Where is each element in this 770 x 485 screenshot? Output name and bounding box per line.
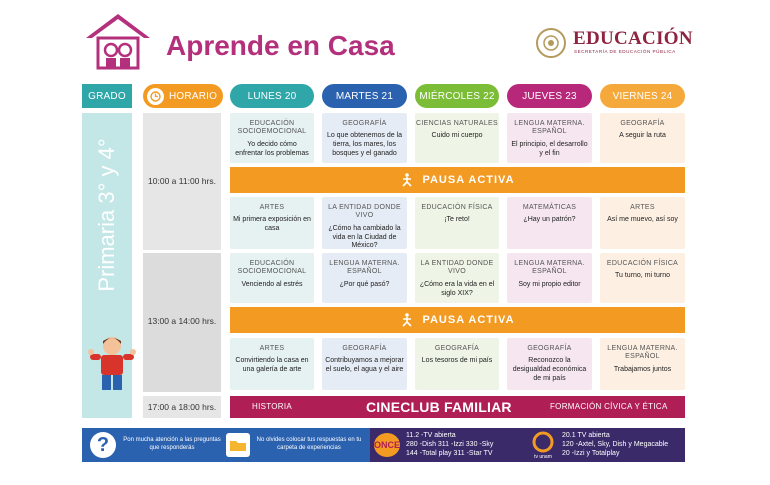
class-subject: LENGUA MATERNA. ESPAÑOL	[329, 260, 400, 276]
class-cell	[322, 338, 407, 390]
time-label-2: 13:00 a 14:00 hrs.	[147, 316, 217, 326]
class-topic: ¿Hay un patrón?	[523, 216, 576, 224]
pausa-label: PAUSA ACTIVA	[422, 174, 515, 186]
class-subject: GEOGRAFÍA	[527, 345, 572, 352]
class-topic: Yo decido cómo enfrentar los problemas	[235, 140, 309, 157]
house-logo-icon	[84, 12, 152, 70]
class-subject: EDUCACIÓN FÍSICA	[421, 204, 493, 211]
class-cell	[322, 253, 407, 303]
runner-icon	[400, 173, 414, 187]
class-cell	[415, 197, 499, 249]
class-topic: Los tesoros de mi país	[421, 357, 493, 365]
clock-icon	[147, 88, 164, 105]
class-topic: Así me muevo, así soy	[607, 216, 678, 224]
column-header-friday: VIERNES 24	[600, 84, 685, 108]
class-cell	[507, 253, 592, 303]
ministry-subtitle: SECRETARÍA DE EDUCACIÓN PÚBLICA	[574, 49, 676, 54]
unam-line: 20 -Izzi y Totalplay	[562, 450, 620, 458]
unam-channels	[562, 431, 668, 458]
class-subject: EDUCACIÓN SOCIOEMOCIONAL	[237, 120, 307, 136]
cineclub-label: CINECLUB FAMILIAR	[366, 399, 512, 415]
class-cell	[415, 113, 499, 163]
class-topic: Reconozco la desigualdad económica de mi país	[512, 357, 587, 382]
class-cell	[230, 338, 314, 390]
class-subject: CIENCIAS NATURALES	[416, 120, 498, 127]
class-topic: Mi primera exposición en casa	[233, 216, 311, 233]
pausa-label: PAUSA ACTIVA	[422, 314, 515, 326]
unam-line: 20.1 TV abierta	[562, 432, 610, 439]
ministry-name: EDUCACIÓN	[573, 28, 693, 49]
class-cell	[600, 253, 685, 303]
channels-panel	[370, 428, 685, 462]
class-topic: Tu turno, mi turno	[615, 272, 670, 280]
class-subject: GEOGRAFÍA	[342, 120, 387, 127]
tvunam-logo-text: tv unam	[534, 454, 552, 459]
tip-questions: Pon mucha atención a las preguntas que responderás	[123, 437, 221, 451]
formacion-label: FORMACIÓN CÍVICA Y ÉTICA	[550, 402, 668, 411]
class-subject: LENGUA MATERNA. ESPAÑOL	[607, 345, 678, 361]
class-cell	[415, 253, 499, 303]
class-subject: GEOGRAFÍA	[434, 345, 480, 352]
class-cell	[230, 113, 314, 163]
column-header-horario	[143, 84, 223, 108]
once-logo: ONCE	[374, 433, 400, 457]
class-subject: LENGUA MATERNA. ESPAÑOL	[514, 260, 585, 276]
horario-label: HORARIO	[169, 90, 218, 102]
unam-line: 120 -Axtel, Sky, Dish y Megacable	[562, 441, 669, 449]
class-topic: ¿Cómo ha cambiado la vida en la Ciudad de México?	[328, 224, 401, 250]
once-line: 144 -Total play 311 -Star TV	[406, 450, 493, 458]
class-subject: LENGUA MATERNA. ESPAÑOL	[514, 120, 585, 136]
class-cell	[507, 113, 592, 163]
column-header-thursday: JUEVES 23	[507, 84, 592, 108]
folder-icon	[226, 433, 250, 457]
once-channels	[406, 431, 493, 458]
tip-folder: No olvides colocar tus respuestas en tu carpeta de experiencias	[256, 437, 362, 451]
class-cell	[600, 113, 685, 163]
class-subject: EDUCACIÓN FÍSICA	[606, 260, 679, 267]
tvunam-logo-icon	[530, 431, 556, 459]
class-topic: ¿Cómo era la vida en el siglo XIX?	[419, 280, 495, 297]
class-cell	[230, 253, 314, 303]
schedule-poster	[70, 0, 696, 485]
historia-label: HISTORIA	[252, 402, 293, 411]
class-topic: Convirtiendo la casa en una galería de arte	[235, 357, 309, 374]
class-subject: GEOGRAFÍA	[620, 120, 665, 127]
class-cell	[600, 197, 685, 249]
page-title: Aprende en Casa	[166, 30, 395, 61]
class-topic: Soy mi propio editor	[518, 280, 581, 288]
class-topic: ¿Por qué pasó?	[339, 280, 390, 288]
class-subject: ARTES	[630, 204, 655, 211]
once-line: 280 -Dish 311 -Izzi 330 -Sky	[406, 441, 494, 449]
pausa-activa-bar	[230, 307, 685, 333]
runner-icon	[400, 313, 414, 327]
column-header-wednesday: MIÉRCOLES 22	[415, 84, 499, 108]
class-subject: EDUCACIÓN SOCIOEMOCIONAL	[237, 260, 307, 276]
column-header-monday: LUNES 20	[230, 84, 314, 108]
class-topic: Lo que obtenemos de la tierra, los mares, los bosques y el ganado	[326, 132, 403, 157]
class-topic: Contribuyamos a mejorar el suelo, el agua y el aire	[325, 357, 404, 374]
question-icon: ?	[90, 432, 116, 458]
pausa-activa-bar	[230, 167, 685, 193]
class-subject: ARTES	[259, 345, 285, 352]
class-topic: Cuido mi cuerpo	[431, 132, 483, 140]
class-cell	[507, 338, 592, 390]
class-topic: ¡Te reto!	[444, 216, 470, 224]
class-topic: Venciendo al estrés	[241, 280, 303, 288]
class-cell	[415, 338, 499, 390]
class-topic: A seguir la ruta	[619, 132, 666, 140]
class-cell	[322, 197, 407, 249]
class-cell	[600, 338, 685, 390]
class-subject: GEOGRAFÍA	[342, 345, 387, 352]
column-header-grado: GRADO	[82, 84, 132, 108]
time-label-1: 10:00 a 11:00 hrs.	[148, 176, 216, 186]
class-topic: Trabajamos juntos	[613, 365, 672, 373]
evening-bar	[230, 396, 685, 418]
class-topic: El principio, el desarrollo y el fin	[511, 140, 588, 157]
footer-bar	[82, 428, 685, 462]
class-cell	[322, 113, 407, 163]
class-subject: LA ENTIDAD DONDE VIVO	[420, 260, 494, 276]
seal-icon	[536, 28, 566, 58]
time-label-3: 17:00 a 18:00 hrs.	[143, 396, 221, 418]
column-header-tuesday: MARTES 21	[322, 84, 407, 108]
class-subject: LA ENTIDAD DONDE VIVO	[328, 204, 401, 220]
class-subject: MATEMÁTICAS	[522, 204, 577, 211]
class-cell	[507, 197, 592, 249]
once-line: 11.2 -TV abierta	[406, 432, 456, 439]
boy-illustration	[88, 332, 136, 394]
grade-label: Primaria 3° y 4°	[94, 138, 119, 292]
class-subject: ARTES	[259, 204, 285, 211]
class-cell	[230, 197, 314, 249]
